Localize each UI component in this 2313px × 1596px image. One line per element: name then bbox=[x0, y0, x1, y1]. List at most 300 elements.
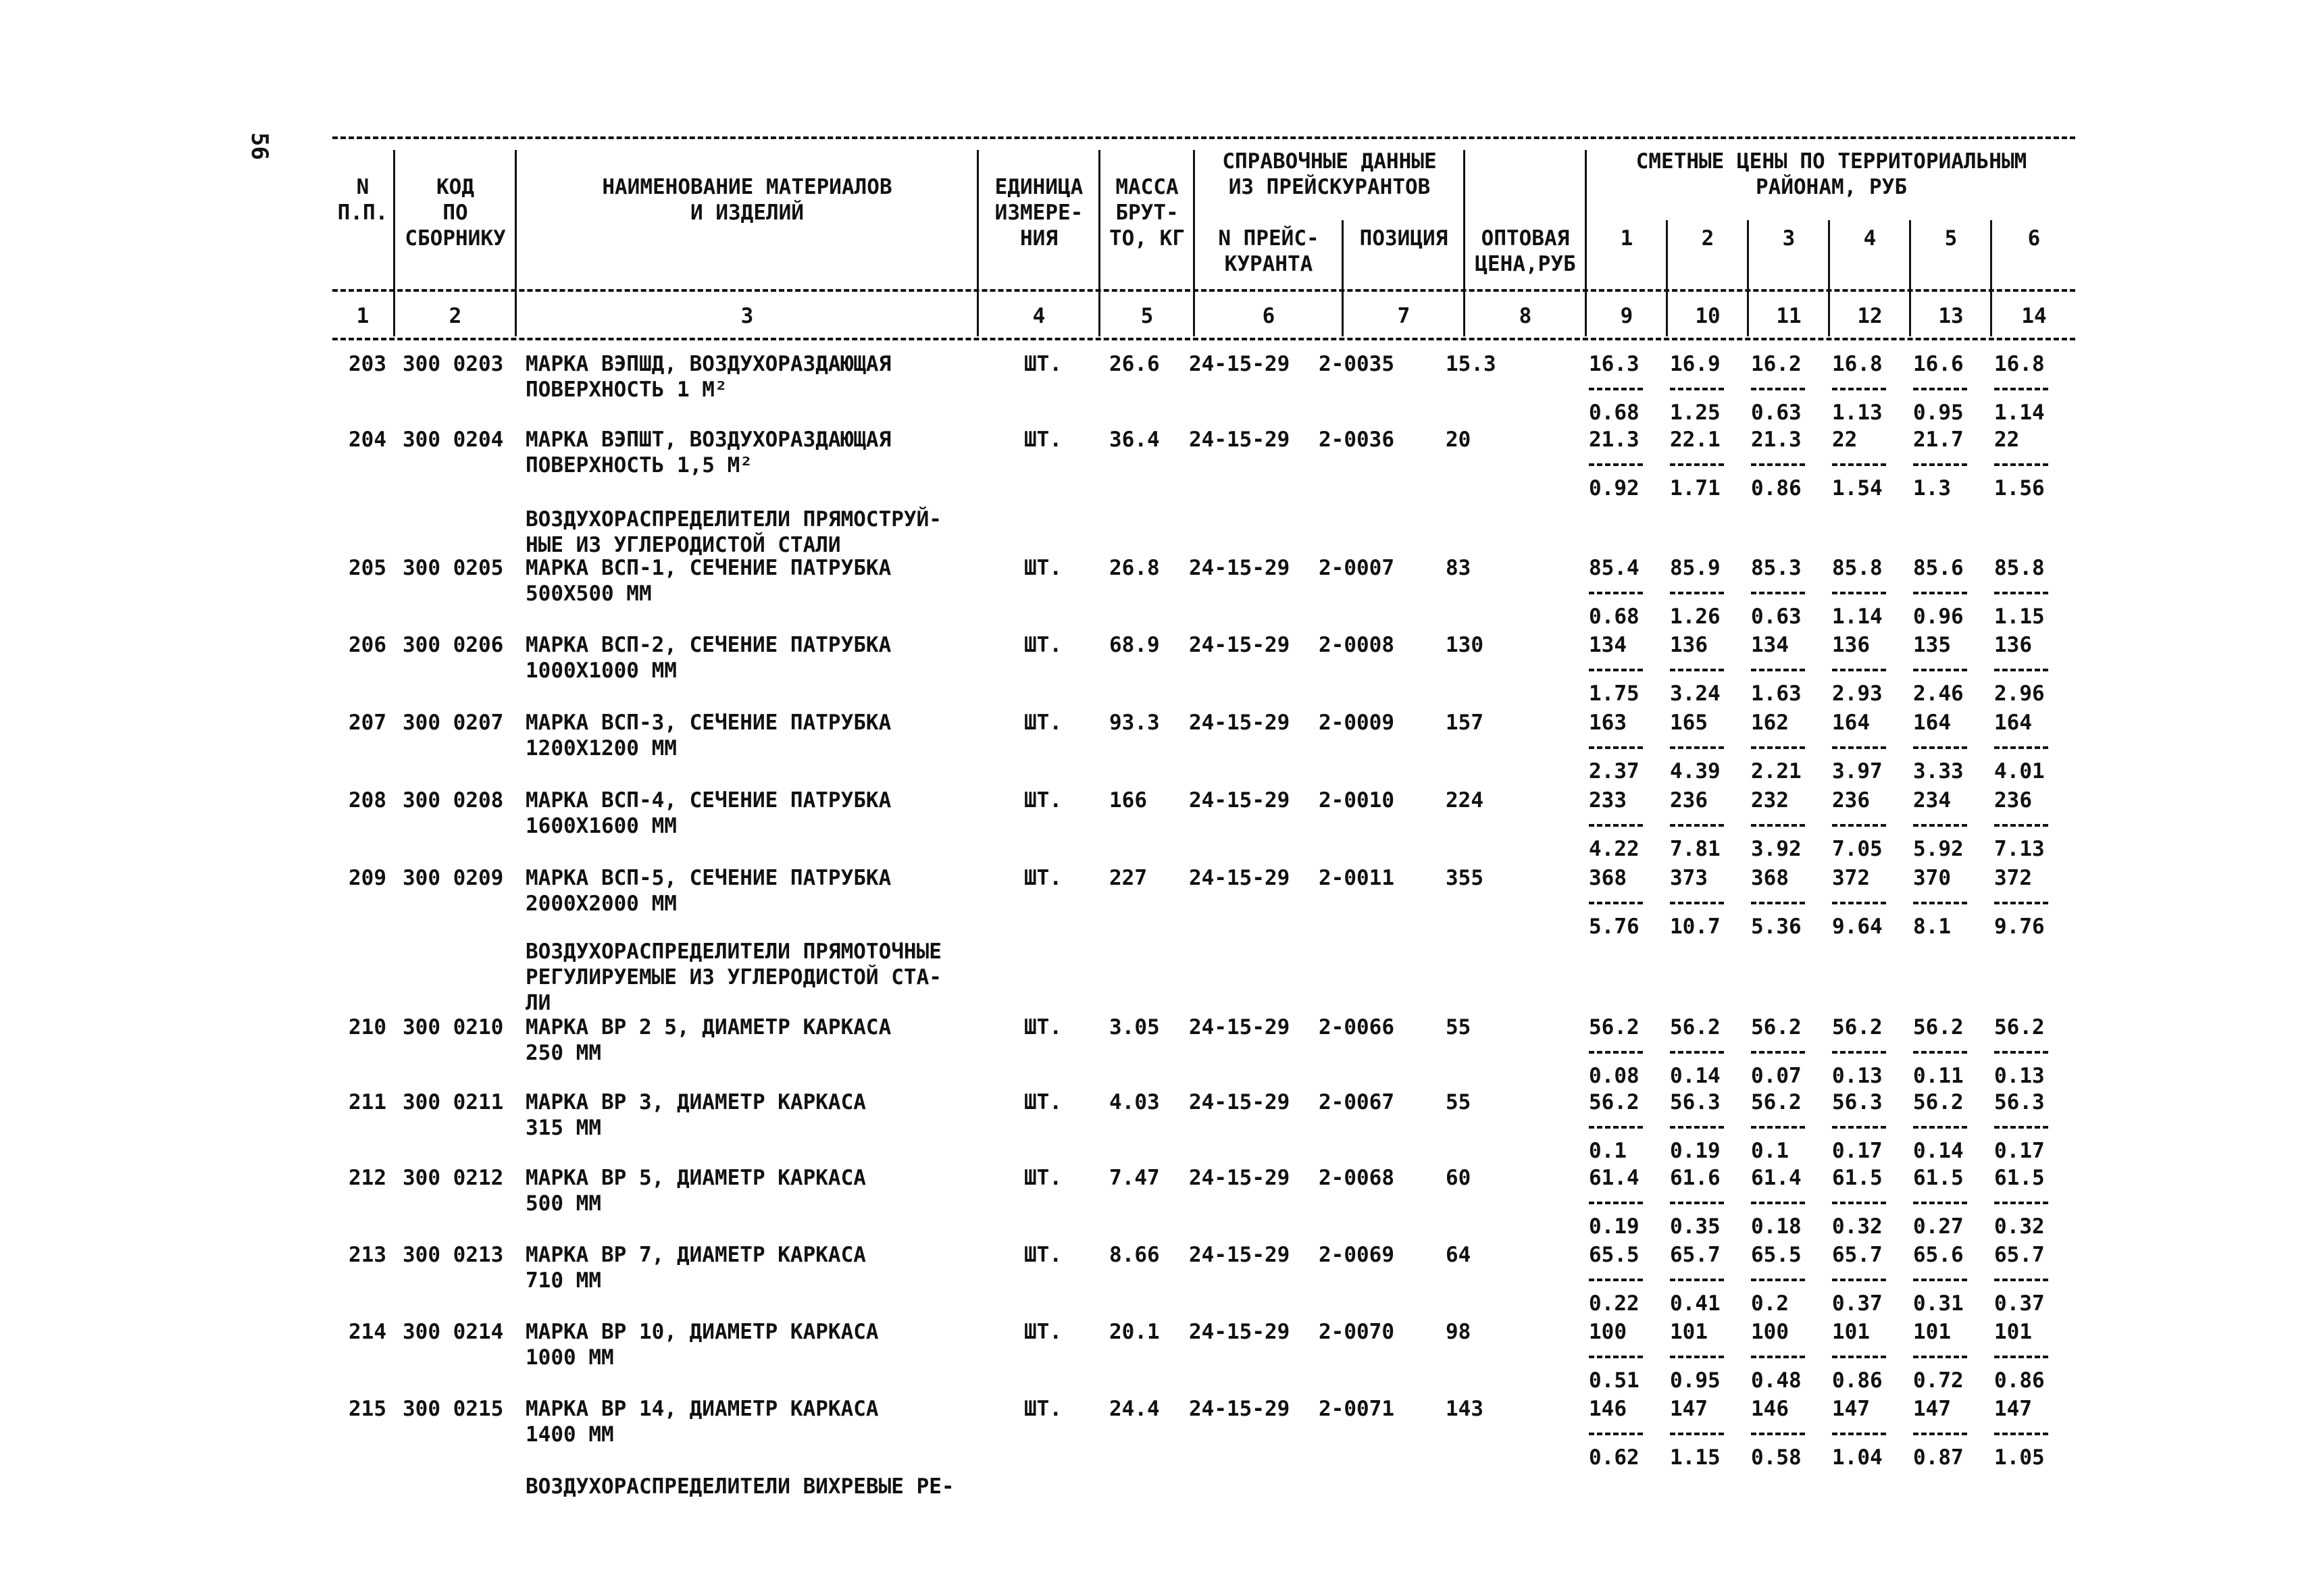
header-bottom-rule bbox=[332, 338, 2075, 340]
region-price-6 bbox=[1994, 710, 2068, 784]
row-pricelist: 24-15-29 bbox=[1189, 788, 1290, 813]
transport-cost: 0.63 bbox=[1751, 401, 1802, 425]
transport-cost: 1.3 bbox=[1913, 476, 1951, 500]
header-region-3: 3 bbox=[1782, 226, 1796, 251]
transport-cost: 1.13 bbox=[1832, 401, 1883, 425]
col-number: 10 bbox=[1695, 304, 1721, 328]
region-price-6 bbox=[1994, 788, 2068, 862]
row-wholesale-price: 20 bbox=[1446, 428, 1471, 452]
estimate-price: 56.2 bbox=[1670, 1015, 1721, 1039]
transport-cost: 0.96 bbox=[1913, 604, 1964, 629]
header-top-rule bbox=[332, 136, 2075, 139]
region-price-1 bbox=[1589, 351, 1663, 426]
row-unit: ШТ. bbox=[1024, 1015, 1062, 1039]
fraction-bar bbox=[1589, 463, 1643, 466]
row-wholesale-price: 15.3 bbox=[1446, 352, 1496, 376]
col-number: 13 bbox=[1938, 304, 1964, 328]
row-wholesale-price: 60 bbox=[1446, 1166, 1471, 1190]
estimate-price: 65.6 bbox=[1913, 1243, 1964, 1267]
fraction-bar bbox=[1994, 746, 2048, 749]
transport-cost: 0.19 bbox=[1670, 1139, 1721, 1163]
region-price-4 bbox=[1832, 1089, 1906, 1164]
transport-cost: 0.17 bbox=[1832, 1139, 1883, 1163]
fraction-bar bbox=[1832, 1433, 1886, 1435]
estimate-price: 147 bbox=[1994, 1397, 2032, 1421]
row-position: 2-0068 bbox=[1319, 1166, 1394, 1190]
fraction-bar bbox=[1751, 1279, 1805, 1281]
header-unit: ЕДИНИЦА ИЗМЕРЕ- НИЯ bbox=[994, 175, 1084, 251]
row-name: МАРКА ВСП-3, СЕЧЕНИЕ ПАТРУБКА 1200Х1200 ММ bbox=[526, 711, 892, 761]
row-number: 210 bbox=[349, 1015, 386, 1039]
transport-cost: 0.1 bbox=[1589, 1139, 1627, 1163]
transport-cost: 0.27 bbox=[1913, 1214, 1964, 1239]
fraction-bar bbox=[1589, 1051, 1643, 1054]
region-price-4 bbox=[1832, 710, 1906, 784]
row-wholesale-price: 83 bbox=[1446, 556, 1471, 580]
estimate-price: 65.7 bbox=[1670, 1243, 1721, 1267]
fraction-bar bbox=[1994, 1433, 2048, 1435]
estimate-price: 16.2 bbox=[1751, 352, 1802, 376]
row-position: 2-0010 bbox=[1319, 788, 1394, 813]
region-price-5 bbox=[1913, 1319, 1987, 1393]
region-price-6 bbox=[1994, 555, 2068, 629]
region-price-2 bbox=[1670, 1014, 1744, 1089]
estimate-price: 85.8 bbox=[1832, 556, 1883, 580]
region-price-6 bbox=[1994, 632, 2068, 706]
fraction-bar bbox=[1832, 824, 1886, 827]
row-code: 300 0205 bbox=[403, 556, 504, 580]
fraction-bar bbox=[1913, 1433, 1967, 1435]
region-price-2 bbox=[1670, 1396, 1744, 1470]
row-code: 300 0215 bbox=[403, 1397, 504, 1421]
fraction-bar bbox=[1670, 1051, 1724, 1054]
transport-cost: 5.76 bbox=[1589, 915, 1640, 939]
header-region-5: 5 bbox=[1944, 226, 1958, 251]
col-number: 4 bbox=[1032, 304, 1046, 328]
region-price-1 bbox=[1589, 555, 1663, 629]
header-region-4: 4 bbox=[1863, 226, 1877, 251]
fraction-bar bbox=[1994, 824, 2048, 827]
row-name: МАРКА ВР 5, ДИАМЕТР КАРКАСА 500 ММ bbox=[526, 1166, 866, 1216]
estimate-price: 65.7 bbox=[1994, 1243, 2045, 1267]
transport-cost: 7.13 bbox=[1994, 837, 2045, 861]
row-wholesale-price: 98 bbox=[1446, 1320, 1471, 1344]
transport-cost: 1.14 bbox=[1832, 604, 1883, 629]
row-unit: ШТ. bbox=[1024, 1090, 1062, 1114]
fraction-bar bbox=[1832, 1051, 1886, 1054]
row-mass: 166 bbox=[1109, 788, 1147, 813]
estimate-price: 146 bbox=[1751, 1397, 1789, 1421]
region-price-5 bbox=[1913, 1242, 1987, 1316]
header-n-pp: N П.П. bbox=[337, 175, 388, 225]
transport-cost: 8.1 bbox=[1913, 915, 1951, 939]
transport-cost: 1.05 bbox=[1994, 1445, 2045, 1470]
estimate-price: 134 bbox=[1751, 633, 1789, 657]
region-price-5 bbox=[1913, 1014, 1987, 1089]
region-price-2 bbox=[1670, 1089, 1744, 1164]
region-price-4 bbox=[1832, 632, 1906, 706]
section-heading: ВОЗДУХОРАСПРЕДЕЛИТЕЛИ ПРЯМОТОЧНЫЕ РЕГУЛИРУЕМЫЕ ИЗ УГЛЕРОДИСТОЙ СТА- ЛИ bbox=[526, 939, 942, 1015]
transport-cost: 2.93 bbox=[1832, 681, 1883, 706]
region-price-6 bbox=[1994, 1165, 2068, 1239]
row-number: 211 bbox=[349, 1090, 386, 1114]
row-unit: ШТ. bbox=[1024, 556, 1062, 580]
row-number: 203 bbox=[349, 352, 386, 376]
region-price-5 bbox=[1913, 710, 1987, 784]
estimate-price: 85.3 bbox=[1751, 556, 1802, 580]
transport-cost: 0.68 bbox=[1589, 401, 1640, 425]
estimate-price: 16.9 bbox=[1670, 352, 1721, 376]
transport-cost: 0.48 bbox=[1751, 1368, 1802, 1393]
estimate-price: 147 bbox=[1670, 1397, 1708, 1421]
fraction-bar bbox=[1832, 1126, 1886, 1129]
transport-cost: 0.11 bbox=[1913, 1064, 1964, 1088]
row-position: 2-0007 bbox=[1319, 556, 1394, 580]
fraction-bar bbox=[1670, 1279, 1724, 1281]
region-price-3 bbox=[1751, 865, 1825, 939]
row-mass: 8.66 bbox=[1109, 1243, 1160, 1267]
row-pricelist: 24-15-29 bbox=[1189, 1320, 1290, 1344]
estimate-price: 147 bbox=[1832, 1397, 1870, 1421]
transport-cost: 1.56 bbox=[1994, 476, 2045, 500]
row-pricelist: 24-15-29 bbox=[1189, 866, 1290, 890]
row-pricelist: 24-15-29 bbox=[1189, 1015, 1290, 1039]
transport-cost: 1.25 bbox=[1670, 401, 1721, 425]
fraction-bar bbox=[1994, 388, 2048, 390]
row-pricelist: 24-15-29 bbox=[1189, 1397, 1290, 1421]
region-price-5 bbox=[1913, 351, 1987, 426]
estimate-price: 16.3 bbox=[1589, 352, 1640, 376]
fraction-bar bbox=[1832, 1279, 1886, 1281]
transport-cost: 4.39 bbox=[1670, 759, 1721, 783]
transport-cost: 0.32 bbox=[1832, 1214, 1883, 1239]
estimate-price: 61.6 bbox=[1670, 1166, 1721, 1190]
region-price-3 bbox=[1751, 788, 1825, 862]
fraction-bar bbox=[1670, 669, 1724, 671]
transport-cost: 9.64 bbox=[1832, 915, 1883, 939]
estimate-price: 56.2 bbox=[1832, 1015, 1883, 1039]
estimate-price: 370 bbox=[1913, 866, 1951, 890]
row-position: 2-0071 bbox=[1319, 1397, 1394, 1421]
header-position: ПОЗИЦИЯ bbox=[1359, 226, 1448, 251]
row-code: 300 0208 bbox=[403, 788, 504, 813]
fraction-bar bbox=[1913, 1126, 1967, 1129]
fraction-bar bbox=[1670, 592, 1724, 594]
col-sep bbox=[1193, 150, 1195, 336]
row-wholesale-price: 355 bbox=[1446, 866, 1483, 890]
row-number: 213 bbox=[349, 1243, 386, 1267]
row-pricelist: 24-15-29 bbox=[1189, 352, 1290, 376]
estimate-price: 56.3 bbox=[1994, 1090, 2045, 1114]
estimate-price: 65.5 bbox=[1589, 1243, 1640, 1267]
region-price-2 bbox=[1670, 865, 1744, 939]
row-mass: 68.9 bbox=[1109, 633, 1160, 657]
row-name: МАРКА ВСП-2, СЕЧЕНИЕ ПАТРУБКА 1000Х1000 ММ bbox=[526, 633, 892, 683]
row-mass: 7.47 bbox=[1109, 1166, 1160, 1190]
transport-cost: 3.33 bbox=[1913, 759, 1964, 783]
fraction-bar bbox=[1994, 1356, 2048, 1358]
region-price-4 bbox=[1832, 1319, 1906, 1393]
fraction-bar bbox=[1670, 463, 1724, 466]
estimate-price: 372 bbox=[1832, 866, 1870, 890]
estimate-price: 85.6 bbox=[1913, 556, 1964, 580]
col-sep bbox=[1909, 220, 1911, 336]
region-price-4 bbox=[1832, 1014, 1906, 1089]
estimate-price: 100 bbox=[1589, 1320, 1627, 1344]
row-unit: ШТ. bbox=[1024, 711, 1062, 735]
col-sep bbox=[1585, 150, 1587, 336]
row-pricelist: 24-15-29 bbox=[1189, 711, 1290, 735]
row-code: 300 0203 bbox=[403, 352, 504, 376]
transport-cost: 0.22 bbox=[1589, 1291, 1640, 1316]
row-number: 212 bbox=[349, 1166, 386, 1190]
estimate-price: 146 bbox=[1589, 1397, 1627, 1421]
fraction-bar bbox=[1994, 902, 2048, 904]
fraction-bar bbox=[1913, 463, 1967, 466]
transport-cost: 0.37 bbox=[1994, 1291, 2045, 1316]
transport-cost: 1.26 bbox=[1670, 604, 1721, 629]
estimate-price: 368 bbox=[1751, 866, 1789, 890]
row-mass: 24.4 bbox=[1109, 1397, 1160, 1421]
transport-cost: 0.86 bbox=[1751, 476, 1802, 500]
fraction-bar bbox=[1589, 902, 1643, 904]
fraction-bar bbox=[1751, 1051, 1805, 1054]
region-price-1 bbox=[1589, 1165, 1663, 1239]
section-heading: ВОЗДУХОРАСПРЕДЕЛИТЕЛИ ПРЯМОСТРУЙ- НЫЕ ИЗ УГЛЕРОДИСТОЙ СТАЛИ bbox=[526, 507, 942, 557]
transport-cost: 7.05 bbox=[1832, 837, 1883, 861]
col-sep bbox=[1666, 220, 1668, 336]
header-code: КОД ПО СБОРНИКУ bbox=[405, 175, 506, 251]
row-unit: ШТ. bbox=[1024, 788, 1062, 813]
col-sep bbox=[1747, 220, 1749, 336]
transport-cost: 1.71 bbox=[1670, 476, 1721, 500]
fraction-bar bbox=[1994, 463, 2048, 466]
fraction-bar bbox=[1751, 669, 1805, 671]
transport-cost: 1.14 bbox=[1994, 401, 2045, 425]
row-wholesale-price: 55 bbox=[1446, 1090, 1471, 1114]
transport-cost: 0.95 bbox=[1670, 1368, 1721, 1393]
estimate-price: 61.5 bbox=[1832, 1166, 1883, 1190]
region-price-2 bbox=[1670, 632, 1744, 706]
fraction-bar bbox=[1751, 1126, 1805, 1129]
fraction-bar bbox=[1670, 902, 1724, 904]
estimate-price: 234 bbox=[1913, 788, 1951, 813]
estimate-price: 101 bbox=[1670, 1320, 1708, 1344]
fraction-bar bbox=[1589, 1202, 1643, 1204]
fraction-bar bbox=[1751, 592, 1805, 594]
fraction-bar bbox=[1589, 746, 1643, 749]
fraction-bar bbox=[1913, 1279, 1967, 1281]
fraction-bar bbox=[1751, 1202, 1805, 1204]
fraction-bar bbox=[1670, 1433, 1724, 1435]
row-code: 300 0207 bbox=[403, 711, 504, 735]
estimate-price: 22 bbox=[1832, 428, 1858, 452]
row-number: 205 bbox=[349, 556, 386, 580]
col-number: 7 bbox=[1397, 304, 1410, 328]
transport-cost: 4.01 bbox=[1994, 759, 2045, 783]
region-price-5 bbox=[1913, 1165, 1987, 1239]
row-unit: ШТ. bbox=[1024, 1397, 1062, 1421]
estimate-price: 21.3 bbox=[1751, 428, 1802, 452]
estimate-price: 372 bbox=[1994, 866, 2032, 890]
header-name: НАИМЕНОВАНИЕ МАТЕРИАЛОВ И ИЗДЕЛИЙ bbox=[602, 175, 892, 225]
transport-cost: 0.58 bbox=[1751, 1445, 1802, 1470]
fraction-bar bbox=[1994, 592, 2048, 594]
estimate-price: 65.7 bbox=[1832, 1243, 1883, 1267]
header-mid-rule bbox=[332, 289, 2075, 292]
region-price-2 bbox=[1670, 710, 1744, 784]
row-number: 206 bbox=[349, 633, 386, 657]
transport-cost: 0.08 bbox=[1589, 1064, 1640, 1088]
transport-cost: 0.14 bbox=[1913, 1139, 1964, 1163]
estimate-price: 232 bbox=[1751, 788, 1789, 813]
estimate-price: 368 bbox=[1589, 866, 1627, 890]
transport-cost: 0.72 bbox=[1913, 1368, 1964, 1393]
estimate-price: 136 bbox=[1994, 633, 2032, 657]
region-price-5 bbox=[1913, 1396, 1987, 1470]
estimate-price: 56.3 bbox=[1670, 1090, 1721, 1114]
fraction-bar bbox=[1670, 388, 1724, 390]
row-position: 2-0067 bbox=[1319, 1090, 1394, 1114]
fraction-bar bbox=[1589, 824, 1643, 827]
estimate-price: 65.5 bbox=[1751, 1243, 1802, 1267]
region-price-4 bbox=[1832, 555, 1906, 629]
row-name: МАРКА ВЭПШД, ВОЗДУХОРАЗДАЮЩАЯ ПОВЕРХНОСТЬ 1 М² bbox=[526, 352, 892, 402]
estimate-price: 56.2 bbox=[1751, 1015, 1802, 1039]
estimate-price: 236 bbox=[1832, 788, 1870, 813]
fraction-bar bbox=[1913, 669, 1967, 671]
region-price-3 bbox=[1751, 1089, 1825, 1164]
fraction-bar bbox=[1832, 1202, 1886, 1204]
fraction-bar bbox=[1670, 1126, 1724, 1129]
col-number: 3 bbox=[740, 304, 754, 328]
transport-cost: 0.87 bbox=[1913, 1445, 1964, 1470]
transport-cost: 10.7 bbox=[1670, 915, 1721, 939]
row-code: 300 0212 bbox=[403, 1166, 504, 1190]
row-wholesale-price: 64 bbox=[1446, 1243, 1471, 1267]
transport-cost: 0.18 bbox=[1751, 1214, 1802, 1239]
estimate-price: 164 bbox=[1913, 711, 1951, 735]
transport-cost: 0.92 bbox=[1589, 476, 1640, 500]
region-price-5 bbox=[1913, 555, 1987, 629]
region-price-1 bbox=[1589, 1014, 1663, 1089]
transport-cost: 1.15 bbox=[1670, 1445, 1721, 1470]
fraction-bar bbox=[1832, 902, 1886, 904]
region-price-6 bbox=[1994, 1014, 2068, 1089]
row-number: 214 bbox=[349, 1320, 386, 1344]
region-price-1 bbox=[1589, 865, 1663, 939]
fraction-bar bbox=[1994, 1051, 2048, 1054]
region-price-6 bbox=[1994, 1242, 2068, 1316]
estimate-price: 147 bbox=[1913, 1397, 1951, 1421]
row-unit: ШТ. bbox=[1024, 1243, 1062, 1267]
estimate-price: 373 bbox=[1670, 866, 1708, 890]
transport-cost: 0.95 bbox=[1913, 401, 1964, 425]
region-price-4 bbox=[1832, 1242, 1906, 1316]
row-pricelist: 24-15-29 bbox=[1189, 633, 1290, 657]
fraction-bar bbox=[1589, 1433, 1643, 1435]
transport-cost: 0.86 bbox=[1994, 1368, 2045, 1393]
region-price-3 bbox=[1751, 1319, 1825, 1393]
row-number: 209 bbox=[349, 866, 386, 890]
row-wholesale-price: 143 bbox=[1446, 1397, 1483, 1421]
estimate-price: 101 bbox=[1832, 1320, 1870, 1344]
region-price-2 bbox=[1670, 427, 1744, 501]
row-name: МАРКА ВСП-4, СЕЧЕНИЕ ПАТРУБКА 1600Х1600 ММ bbox=[526, 788, 892, 838]
transport-cost: 2.37 bbox=[1589, 759, 1640, 783]
transport-cost: 7.81 bbox=[1670, 837, 1721, 861]
estimate-price: 136 bbox=[1832, 633, 1870, 657]
estimate-price: 56.2 bbox=[1589, 1090, 1640, 1114]
estimate-price: 85.4 bbox=[1589, 556, 1640, 580]
region-price-4 bbox=[1832, 427, 1906, 501]
estimate-price: 61.4 bbox=[1589, 1166, 1640, 1190]
row-name: МАРКА ВР 2 5, ДИАМЕТР КАРКАСА 250 ММ bbox=[526, 1015, 892, 1065]
fraction-bar bbox=[1589, 1126, 1643, 1129]
estimate-price: 56.2 bbox=[1913, 1015, 1964, 1039]
col-number: 1 bbox=[356, 304, 370, 328]
fraction-bar bbox=[1832, 592, 1886, 594]
transport-cost: 5.36 bbox=[1751, 915, 1802, 939]
estimate-price: 236 bbox=[1670, 788, 1708, 813]
estimate-price: 22 bbox=[1994, 428, 2020, 452]
col-sep bbox=[1828, 220, 1830, 336]
region-price-3 bbox=[1751, 632, 1825, 706]
estimate-price: 101 bbox=[1913, 1320, 1951, 1344]
region-price-5 bbox=[1913, 632, 1987, 706]
col-number: 11 bbox=[1776, 304, 1802, 328]
col-sep bbox=[393, 150, 395, 336]
region-price-2 bbox=[1670, 351, 1744, 426]
estimate-price: 56.2 bbox=[1913, 1090, 1964, 1114]
row-mass: 4.03 bbox=[1109, 1090, 1160, 1114]
estimate-price: 85.9 bbox=[1670, 556, 1721, 580]
transport-cost: 0.35 bbox=[1670, 1214, 1721, 1239]
region-price-6 bbox=[1994, 1319, 2068, 1393]
region-price-1 bbox=[1589, 788, 1663, 862]
estimate-price: 233 bbox=[1589, 788, 1627, 813]
region-price-6 bbox=[1994, 1089, 2068, 1164]
fraction-bar bbox=[1751, 1356, 1805, 1358]
col-number: 14 bbox=[2021, 304, 2047, 328]
col-sep bbox=[977, 150, 979, 336]
region-price-6 bbox=[1994, 427, 2068, 501]
fraction-bar bbox=[1832, 1356, 1886, 1358]
transport-cost: 0.13 bbox=[1994, 1064, 2045, 1088]
row-name: МАРКА ВСП-5, СЕЧЕНИЕ ПАТРУБКА 2000Х2000 ММ bbox=[526, 866, 892, 916]
fraction-bar bbox=[1670, 1202, 1724, 1204]
estimate-price: 236 bbox=[1994, 788, 2032, 813]
header-mass: МАССА БРУТ- ТО, КГ bbox=[1109, 175, 1185, 251]
row-number: 215 bbox=[349, 1397, 386, 1421]
region-price-4 bbox=[1832, 351, 1906, 426]
transport-cost: 2.96 bbox=[1994, 681, 2045, 706]
region-price-1 bbox=[1589, 1242, 1663, 1316]
col-number: 2 bbox=[449, 304, 462, 328]
region-price-5 bbox=[1913, 1089, 1987, 1164]
estimate-price: 56.2 bbox=[1751, 1090, 1802, 1114]
row-mass: 36.4 bbox=[1109, 428, 1160, 452]
row-name: МАРКА ВР 7, ДИАМЕТР КАРКАСА 710 ММ bbox=[526, 1243, 866, 1293]
fraction-bar bbox=[1589, 1356, 1643, 1358]
region-price-1 bbox=[1589, 1319, 1663, 1393]
region-price-2 bbox=[1670, 1242, 1744, 1316]
transport-cost: 0.68 bbox=[1589, 604, 1640, 629]
estimate-price: 162 bbox=[1751, 711, 1789, 735]
row-unit: ШТ. bbox=[1024, 1320, 1062, 1344]
transport-cost: 1.04 bbox=[1832, 1445, 1883, 1470]
transport-cost: 3.97 bbox=[1832, 759, 1883, 783]
